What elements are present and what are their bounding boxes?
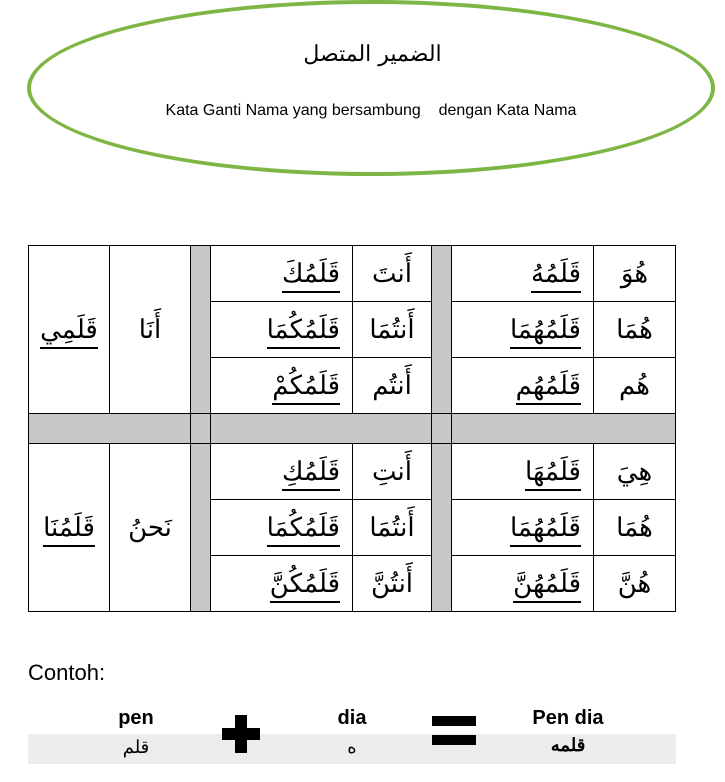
title-ellipse — [27, 0, 715, 176]
third-masc-pronoun: هُمَا — [594, 302, 676, 358]
equals-icon — [432, 735, 476, 745]
third-masc-word: قَلَمُهُ — [452, 246, 594, 302]
first-person-singular-word: قَلَمِي — [29, 246, 110, 414]
third-fem-word: قَلَمُهُمَا — [452, 500, 594, 556]
equals-icon — [432, 716, 476, 726]
second-masc-word: قَلَمُكُمْ — [211, 358, 353, 414]
second-masc-pronoun: أَنتُم — [353, 358, 432, 414]
third-fem-pronoun: هُمَا — [594, 500, 676, 556]
separator-row — [29, 414, 676, 444]
second-fem-word: قَلَمُكُنَّ — [211, 556, 353, 612]
example-left-label: pen — [118, 707, 154, 729]
column-separator — [191, 246, 211, 414]
example-right-arabic: قلمه — [550, 735, 586, 756]
third-fem-pronoun: هُنَّ — [594, 556, 676, 612]
first-person-plural-pronoun: نَحنُ — [110, 444, 191, 612]
second-fem-word: قَلَمُكِ — [211, 444, 353, 500]
pronoun-table — [28, 245, 676, 612]
title-arabic: الضمير المتصل — [303, 42, 442, 67]
third-masc-word: قَلَمُهُمَا — [452, 302, 594, 358]
third-fem-word: قَلَمُهُنَّ — [452, 556, 594, 612]
second-fem-word: قَلَمُكُمَا — [211, 500, 353, 556]
third-masc-pronoun: هُم — [594, 358, 676, 414]
table-row — [29, 444, 676, 500]
example-right-label: Pen dia — [532, 707, 604, 729]
second-masc-pronoun: أَنتَ — [353, 246, 432, 302]
example-heading: Contoh: — [28, 660, 106, 685]
plus-icon — [235, 715, 247, 753]
second-masc-word: قَلَمُكَ — [211, 246, 353, 302]
second-fem-pronoun: أَنتِ — [353, 444, 432, 500]
column-separator — [432, 246, 452, 414]
title-subtitle: Kata Ganti Nama yang bersambung dengan Kata Nama — [165, 102, 577, 119]
example-middle-arabic: ه — [347, 737, 357, 758]
first-person-singular-pronoun: أَنَا — [110, 246, 191, 414]
column-separator — [432, 444, 452, 612]
third-masc-word: قَلَمُهُم — [452, 358, 594, 414]
table-row — [29, 246, 676, 302]
column-separator — [191, 444, 211, 612]
third-fem-pronoun: هِيَ — [594, 444, 676, 500]
third-masc-pronoun: هُوَ — [594, 246, 676, 302]
second-fem-pronoun: أَنتُنَّ — [353, 556, 432, 612]
example-middle-label: dia — [337, 707, 367, 729]
second-fem-pronoun: أَنتُمَا — [353, 500, 432, 556]
first-person-plural-word: قَلَمُنَا — [29, 444, 110, 612]
third-fem-word: قَلَمُهَا — [452, 444, 594, 500]
second-masc-pronoun: أَنتُمَا — [353, 302, 432, 358]
example-left-arabic: قلم — [122, 737, 150, 758]
second-masc-word: قَلَمُكُمَا — [211, 302, 353, 358]
